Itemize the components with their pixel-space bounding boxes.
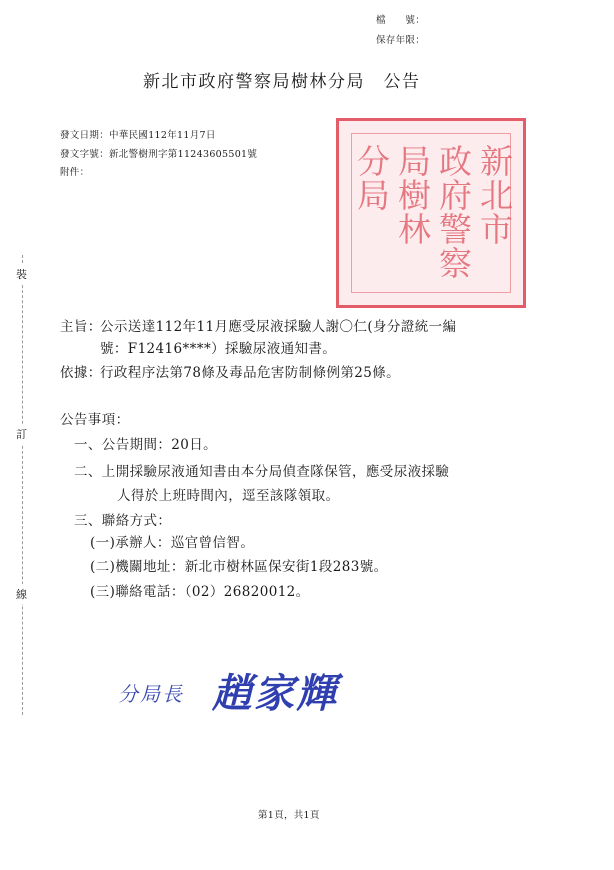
document-title: 新北市政府警察局樹林分局 公告 <box>143 72 421 92</box>
contact-phone: (三)聯絡電話：（02）26820012。 <box>90 584 310 600</box>
item-2-line-2: 人得於上班時間內，逕至該隊領取。 <box>117 488 340 504</box>
attachment-label: 附件： <box>60 167 90 178</box>
page-number: 第1頁，共1頁 <box>258 810 320 821</box>
official-seal-stamp <box>336 118 526 308</box>
signature-name-stamp: 趙家輝 <box>212 670 338 717</box>
binding-line <box>22 255 23 715</box>
seal-column-3: 局 樹 林 <box>398 142 431 249</box>
subject-label: 主旨： <box>60 319 102 335</box>
item-1: 一、公告期間：20日。 <box>74 437 218 453</box>
items-heading: 公告事項： <box>60 412 130 428</box>
basis-label: 依據： <box>60 365 102 381</box>
seal-column-2: 政 府 警 察 <box>439 142 472 283</box>
issue-date: 發文日期：中華民國112年11月7日 <box>60 130 216 141</box>
seal-lettering <box>357 142 513 283</box>
binding-char-1: 裝 <box>16 264 27 284</box>
seal-column-1: 新 北 市 <box>480 142 513 249</box>
seal-column-4: 分 局 <box>357 142 390 215</box>
basis-text: 行政程序法第78條及毒品危害防制條例第25條。 <box>100 365 401 381</box>
binding-char-3: 線 <box>16 584 27 604</box>
contact-address: (二)機關地址：新北市樹林區保安街1段283號。 <box>90 559 388 575</box>
binding-char-2: 訂 <box>16 424 27 444</box>
signature-title-stamp: 分局長 <box>118 682 184 706</box>
subject-line-1: 公示送達112年11月應受尿液採驗人謝〇仁(身分證統一編 <box>100 319 457 335</box>
contact-person: (一)承辦人：巡官曾信智。 <box>90 535 255 551</box>
retention-label: 保存年限： <box>376 35 426 46</box>
document-number: 發文字號：新北警樹刑字第11243605501號 <box>60 149 258 160</box>
item-2-line-1: 二、上開採驗尿液通知書由本分局偵查隊保管，應受尿液採驗 <box>74 464 450 480</box>
file-number-label: 檔 號： <box>376 15 426 26</box>
subject-line-2: 號：F12416****）採驗尿液通知書。 <box>100 341 337 357</box>
item-3: 三、聯絡方式： <box>74 513 172 529</box>
